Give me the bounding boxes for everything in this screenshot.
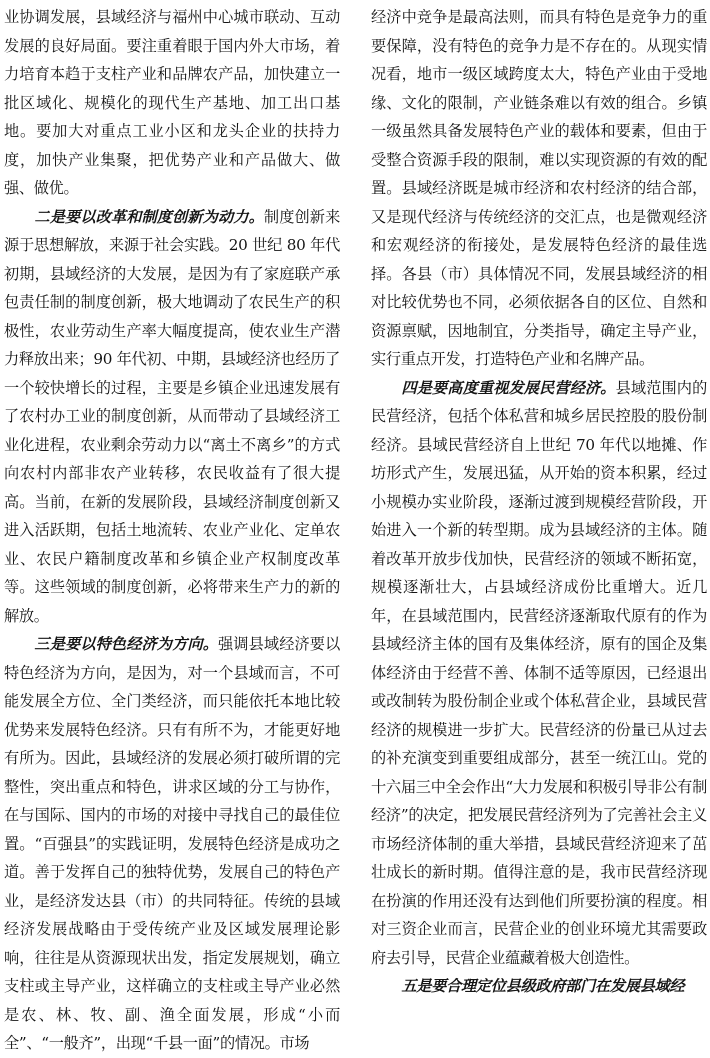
right-column: [371, 3, 707, 1001]
paragraph: 业协调发展，县域经济与福州中心城市联动、互动发展的良好局面。要注重着眼于国内外大市场，着力培育本趋于支柱产业和品牌农产品，加快建立一批区域化、规模化的现代生产基地、加工出口基地。要加大对重点工业小区和龙头企业的扶持力度，加快产业集聚，把优势产业和产品做大、做强、做优。: [4, 8, 340, 197]
paragraph: [4, 630, 340, 1058]
section-body: 强调县域经济要以特色经济为方向，是因为，对一个县域而言，不可能发展全方位、全门类经济，而只能依托本地比较优势来发展特色经济。只有有所不为，才能更好地有所为。因此，县域经济的发展必须打破所谓的完整性，突出重点和特色，讲求区域的分工与协作，在与国际、国内的市场的对接中寻找自己的最佳位置。“百强县”的实践证明，发展特色经济是成功之道。善于发挥自己的独特优势，发展自己的特色产业，是经济发达县（市）的共同特征。传统的县域经济发展战略由于受传统产业及区域发展理论影响，往往是从资源现状出发，指定发展规划，确立支柱或主导产业，这样确立的支柱或主导产业必然是农、林、牧、副、渔全面发展，形成“小而全”、“一般齐”，出现“千县一面”的情况。市场: [4, 635, 340, 1052]
paragraph: 经济中竞争是最高法则，而具有特色是竞争力的重要保障，没有特色的竞争力是不存在的。从现实情况看，地市一级区域跨度太大，特色产业由于受地缘、文化的限制，产业链条难以有效的组合。乡镇一级虽然具备发展特色产业的载体和要素，但由于受整合资源手段的限制，难以实现资源的有效的配置。县域经济既是城市经济和农村经济的结合部，又是现代经济与传统经济的交汇点，也是微观经济和宏观经济的衔接处，是发展特色经济的最佳选择。各县（市）具体情况不同，发展县域经济的相对比较优势也不同，必须依据各自的区位、自然和资源禀赋，因地制宜，分类指导，确定主导产业，实行重点开发，打造特色产业和名牌产品。: [371, 8, 707, 368]
section-body: 制度创新来源于思想解放，来源于社会实践。20 世纪 80 年代初期，县域经济的大发展，是因为有了家庭联产承包责任制的制度创新，极大地调动了农民生产的积极性，农业劳动生产率大幅度提高，使农业生产潜力释放出来；90 年代初、中期，县域经济也经历了一个较快增长的过程，主要是乡镇企业迅速发展有了农村办工业的制度创新，从而带动了县域经济工业化进程，农业剩余劳动力以“离土不离乡”的方式向农村内部非农产业转移，农民收益有了很大提高。当前，在新的发展阶段，县域经济制度创新又进入活跃期，包括土地流转、农业产业化、定单农业、农民户籍制度改革和乡镇企业产权制度改革等。这些领域的制度创新，必将带来生产力的新的解放。: [4, 207, 340, 625]
section-heading: 三是要以特色经济为方向。: [34, 635, 218, 653]
section-heading: 五是要合理定位县级政府部门在发展县域经: [401, 977, 685, 995]
section-heading: 二是要以改革和制度创新为动力。: [34, 207, 264, 226]
section-heading: 四是要高度重视发展民营经济。: [401, 378, 616, 397]
left-column: [4, 3, 340, 1058]
paragraph: [371, 374, 707, 973]
section-body: 县域范围内的民营经济，包括个体私营和城乡居民控股的股份制经济。县域民营经济自上世纪 70 年代以地摊、作坊形式产生，发展迅猛，从开始的资本积累，经过小规模办实业阶段，逐渐过渡到规模经营阶段，开始进入一个新的转型期。成为县域经济的主体。随着改革开放步伐加快，民营经济的领域不断拓宽，规模逐渐壮大，占县域经济成份比重增大。近几年，在县域范围内，民营经济逐渐取代原有的作为县域经济主体的国有及集体经济，原有的国企及集体经济由于经营不善、体制不适等原因，已经退出或改制转为股份制企业或个体私营企业，县域民营经济的规模进一步扩大。民营经济的份量已从过去的补充演变到重要组成部分，甚至一统江山。党的十六届三中全会作出“大力发展和积极引导非公有制经济”的决定，把发展民营经济列为了完善社会主义市场经济体制的重大举措，县域民营经济迎来了茁壮成长的新时期。值得注意的是，我市民营经济现在扮演的作用还没有达到他们所要扮演的程度。相对三资企业而言，民营企业的创业环境尤其需要政府去引导，民营企业蕴藏着极大创造性。: [371, 378, 707, 967]
paragraph: [371, 972, 707, 1001]
paragraph: [4, 203, 340, 631]
